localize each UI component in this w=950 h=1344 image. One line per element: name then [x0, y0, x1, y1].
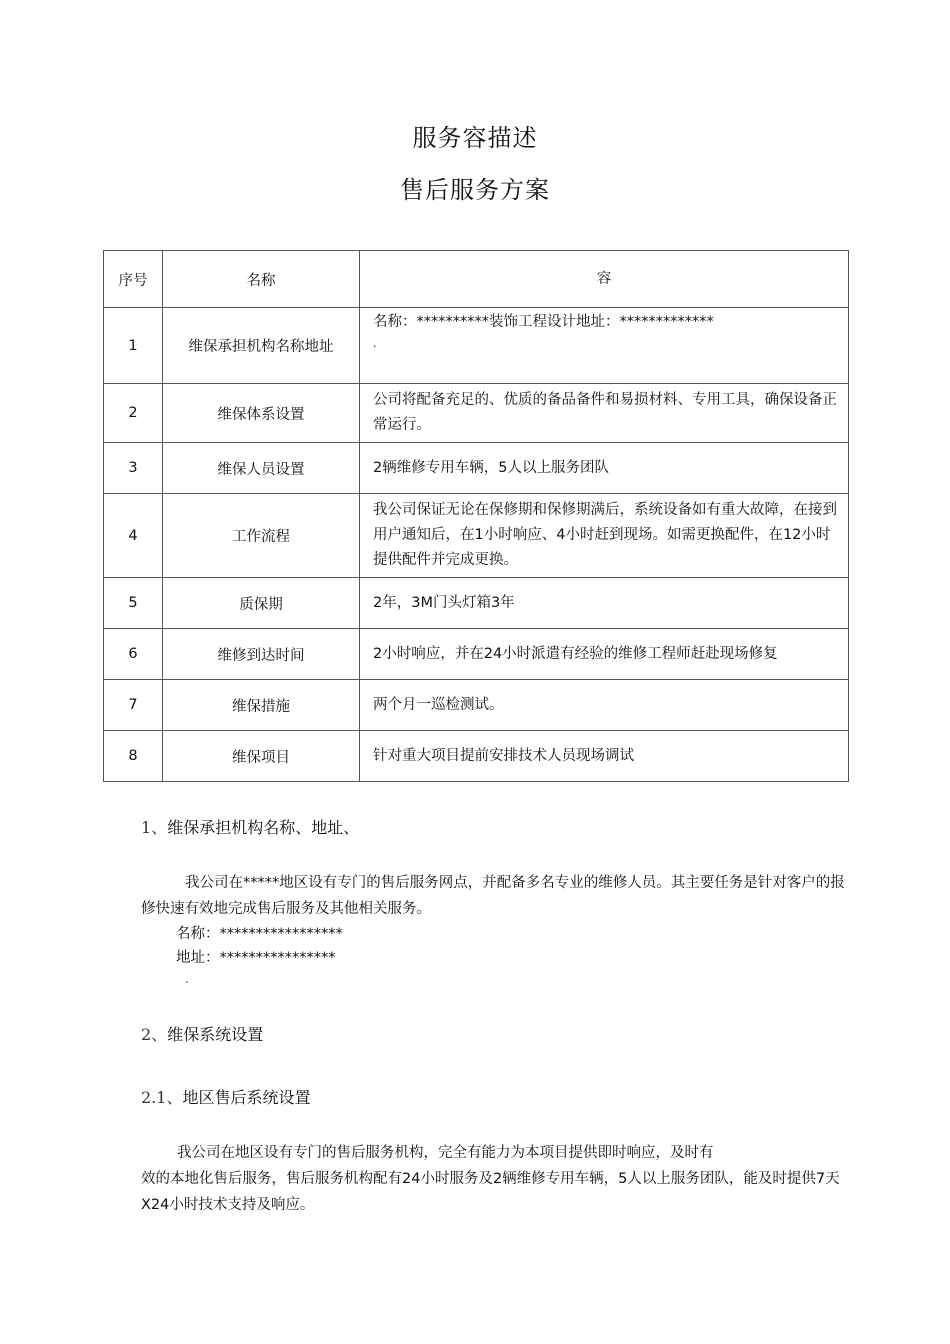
row-content: 2辆维修专用车辆，5人以上服务团队: [360, 443, 849, 494]
section-heading-1: [141, 815, 359, 838]
row-name: 维修到达时间: [163, 629, 360, 680]
table-row: [104, 629, 849, 680]
paragraph-text: 我公司在*****地区设有专门的售后服务网点，并配备多名专业的维修人员。其主要任务是针对客户的报修快速有效地完成售后服务及其他相关服务。: [141, 875, 845, 917]
row-name: 维保体系设置: [163, 384, 360, 443]
row-content-extra: .: [373, 337, 377, 350]
table-row: [104, 443, 849, 494]
row-no: 3: [104, 443, 163, 494]
row-content: 2年，3M门头灯箱3年: [360, 578, 849, 629]
row-name: 维保承担机构名称地址: [163, 308, 360, 384]
table-row: [104, 384, 849, 443]
company-address-line: 地址：****************: [176, 950, 336, 966]
paragraph-first-line: 我公司在地区设有专门的售后服务机构，完全有能力为本项目提供即时响应，及时有: [177, 1145, 714, 1161]
row-content: 针对重大项目提前安排技术人员现场调试: [360, 731, 849, 782]
row-no: 8: [104, 731, 163, 782]
row-no: 5: [104, 578, 163, 629]
row-no: 4: [104, 494, 163, 578]
header-no: 序号: [104, 251, 163, 308]
section-title: 维保承担机构名称、地址、: [167, 818, 360, 837]
row-name: 质保期: [163, 578, 360, 629]
row-no: 7: [104, 680, 163, 731]
table-row: [104, 308, 849, 384]
row-content-text: 名称：**********装饰工程设计地址：*************: [373, 314, 714, 330]
section-heading-2: [141, 1022, 263, 1045]
stray-dot: .: [185, 972, 189, 986]
row-content: 我公司保证无论在保修期和保修期满后，系统设备如有重大故障，在接到用户通知后，在1小时响应、4小时赶到现场。如需更换配件，在12小时提供配件并完成更换。: [360, 494, 849, 578]
table-row: [104, 578, 849, 629]
table-row: [104, 731, 849, 782]
table-row: [104, 494, 849, 578]
company-name-line: 名称：*****************: [176, 926, 343, 942]
row-no: 6: [104, 629, 163, 680]
row-name: 维保措施: [163, 680, 360, 731]
row-content: 两个月一巡检测试。: [360, 680, 849, 731]
section-title: 维保系统设置: [167, 1025, 264, 1044]
header-content: 容: [360, 251, 849, 308]
row-no: 1: [104, 308, 163, 384]
row-name: 工作流程: [163, 494, 360, 578]
section-number: 2、: [141, 1025, 168, 1044]
row-content: 公司将配备充足的、优质的备品备件和易损材料、专用工具，确保设备正常运行。: [360, 384, 849, 443]
section-title: 地区售后系统设置: [182, 1088, 311, 1107]
row-name: 维保人员设置: [163, 443, 360, 494]
section-number: 2.1、: [141, 1088, 183, 1107]
table-row: [104, 680, 849, 731]
row-no: 2: [104, 384, 163, 443]
table-header-row: [104, 251, 849, 308]
row-content: 2小时响应，并在24小时派遣有经验的维修工程师赶赴现场修复: [360, 629, 849, 680]
row-content: [360, 308, 849, 384]
section-heading-2-1: [141, 1085, 310, 1108]
section-number: 1、: [141, 818, 168, 837]
document-title: 服务容描述: [412, 124, 538, 152]
paragraph-service-network: [141, 870, 847, 922]
paragraph-local-service: [141, 1140, 847, 1218]
header-name: 名称: [163, 251, 360, 308]
service-table: [103, 250, 849, 782]
row-name: 维保项目: [163, 731, 360, 782]
document-subtitle: 售后服务方案: [400, 176, 550, 204]
paragraph-rest: 效的本地化售后服务，售后服务机构配有24小时服务及2辆维修专用车辆，5人以上服务团队，能及时提供7天X24小时技术支持及响应。: [141, 1171, 840, 1213]
